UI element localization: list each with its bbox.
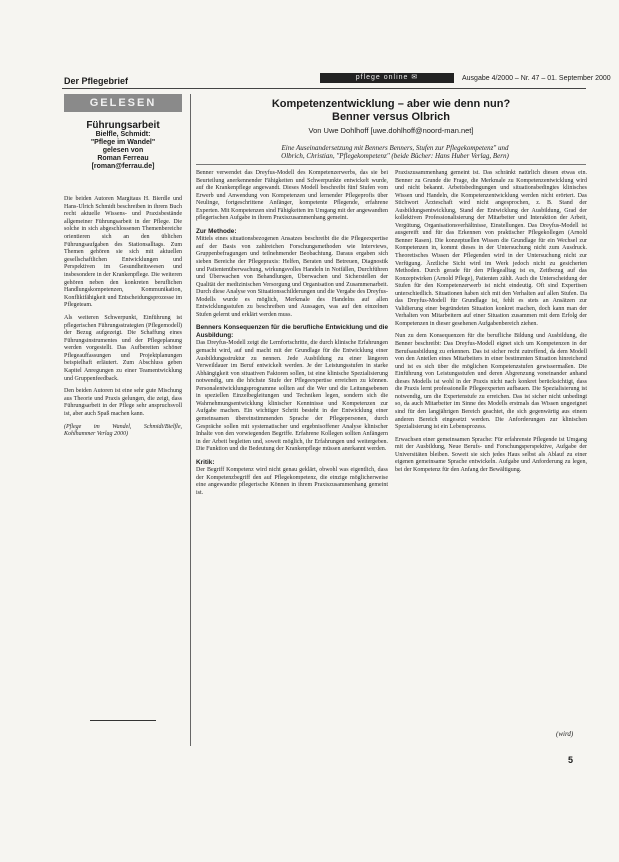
- article-title-line-1: Kompetenzentwicklung – aber wie denn nun?: [271, 98, 511, 110]
- article-paragraph: Benner verwendet das Dreyfus-Modell des Kompetenzerwerbs, das sie bei Beurteilung anerkennender Fähigkeiten und Schwerpunkte entwickelt wurde, auf die Krankenpflege angewandt. Dieses Modell beschreibt fünf Stufen vom Erwerb und Anwendung von Kompetenzen und lernender Pflegeprofis über Neulinge, fortgeschrittene Anfänger, kompetente Pflegende, erfahrene Experten. Mit Kompetenzen sind Fähigkeiten im Umgang mit der angewandten pflegerischen Aufgabe in ihrem Praxiszusammenhang gemeint.: [196, 170, 388, 222]
- section-heading: Benners Konsequenzen für die berufliche Entwicklung und die Ausbildung:: [196, 324, 388, 339]
- header-rule: [62, 88, 586, 89]
- article-paragraph: Nun zu dem Konsequenzen für die berufliche Bildung und Ausbildung, die Benner beschreibt: Das Dreyfus-Modell eignet sich um Kompetenzen in der Berufsausbildung zu erkennen. Das ist sicher recht zutreffend, da dem Modell von den Anteilen eines Mitarbeiters in einer bestimmten Situation hinreichend und ist es sich über die möglichen Kompetenzstufen gewissermaßen. Die Einführung von Leistungsstufen und deren Abgrenzung voneinander anhand dieses Modells ist wohl in der Praxis nicht nach konkret berücksichtigt, dass die Praxis lernt professionelle Pflegeexperten aufbauen. Die Spezialisierung ist notwendig, um die Expertenstufe zu erreichen. Das ist sicher nicht unbedingt so, da auch Mitarbeiter im Sinne des Modells erstmals das Wissen ungeeignet sind für den langjährigen Bereich geachtet, die sich gegenwärtig aus einem anderen Bereich eingesetzt werden. Die Anforderungen zur klinischen Spezialisierung ist ein Lebensprozess.: [395, 333, 587, 431]
- section-heading: Zur Methode:: [196, 227, 237, 235]
- review-paragraph: Als weiteren Schwerpunkt, Einführung ist pflegerischen Führungsstrategien (Pflegemodell) der Bezug aufgezeigt. Die Schaffung eines Führungsinstrumentes und der Pflegeplanung werden vorgestellt. Das Aufbereiten schöner Pflegeauffassungen und Projektplanungen beispielhaft erläutert. Zum Abschluss geben Kapitel Anregungen zu einer Teamentwicklung und Gruppenfeedback.: [64, 314, 182, 382]
- continued-mark: (wird): [556, 730, 574, 738]
- reviewer-name: Roman Ferreau: [97, 155, 149, 162]
- column-divider: [190, 94, 191, 746]
- article-paragraph: Mittels eines situationsbezogenen Ansatzes beschreibt die die Pflegeexpertise auf der Basis von zahlreichen Forschungsmethoden wie Interviews, Gruppenbefragungen und teilnehmender Beobachtung. Daraus ergaben sich sieben Bereiche der Pflegepraxis: Helfen, Beraten und Betreuen, Diagnostik und Patientenüberwachung, wirkungsvolles Handeln in Notfällen, Durchführen und Überwachen von Behandlungen, Überwachen und Sicherstellen der Qualität der medizinischen Versorgung und Organisation und Zusammenarbeit. Durch diese Analyse von Situationsschilderungen und die Vergabe des Dreyfus-Modells wurde es möglich, Merkmale des Handelns auf allen Entwicklungsstufen zu beschreiben und Aussagen, was auf den einzelnen Stufen gelernt und erklärt werden muss.: [196, 236, 388, 318]
- gelesen-banner: GELESEN: [64, 94, 182, 112]
- review-citation: (Pflege im Wandel, Schmidt/Bielfle, Kohlhammer Verlag 2000): [64, 423, 182, 438]
- reviewer-email[interactable]: [roman@ferrau.de]: [91, 163, 155, 170]
- source-line-1: Eine Auseinandersetzung mit Benners Benners, Stufen zur Pflegekompetenz" und: [281, 144, 509, 152]
- review-body: [64, 196, 182, 444]
- source-line-2: Olbrich, Christian, "Pflegekompetenz" (beide Bücher: Hans Huber Verlag, Bern): [281, 152, 509, 160]
- issue-info: Ausgabe 4/2000 – Nr. 47 – 01. September 2000: [462, 75, 611, 82]
- article-column-1: [196, 170, 388, 502]
- review-book: "Pflege im Wandel": [90, 139, 156, 146]
- article-paragraph: Erwachsen einer gemeinsamen Sprache: Für erfahrenste Pflegende ist Umgang mit der Ausbildung, Neue Berufs- und Forschungsperspektive, Aufgabe der Universitäten bleiben. Soweit sie sich jedes Haus selbst als Ablauf zu einer eigenen gemeinsame Sprache entwickeln. Aufgabe und Anforderung zu legen, bei der Kompetenz für den Anfang der Bewältigung.: [395, 436, 587, 473]
- article-byline: Von Uwe Dohlhoff [uwe.dohlhoff@noord-man.net]: [308, 126, 474, 135]
- page-number: 5: [568, 755, 574, 765]
- article-title: [196, 98, 586, 124]
- review-paragraph: Die beiden Autoren Margitaus H. Bierdle und Hans-Ulrich Schmidt beschreiben in ihrem Buch recht aktuelle Wissens- und Praxisbestände allgemeiner Führungsarbeit in der Pflege. Die solche in sich abgeschlossenen Themenbereiche orientieren sich an den üblichen Führungsaufgaben des Stationsalltags. Zum Themen gehören sie sich mit aktuellen gesellschaftlichen Entwicklungen und Perspektiven im Gesundheitswesen und insbesondere in der Krankenpflege. Die weiteren gehören neben den konkreten beruflichen Handlungskompetenzen, Kommunikation, Konfliktfähigkeit und Entscheidungsprozesse im Pflegeteam.: [64, 196, 182, 309]
- brand-badge: pflege online ✉: [320, 73, 454, 83]
- article-paragraph: Der Begriff Kompetenz wird nicht genau geklärt, obwohl was eigentlich, dass der Kompetenzbegriff den auf Pflegekompetenz, die einzige möglicherweise eine angewandte pflegerische Können in ihrem Praxiszusammenhang gemeint ist.: [196, 467, 388, 496]
- sidebar-end-rule: [90, 720, 156, 721]
- review-authors: Bielfle, Schmidt:: [95, 131, 151, 138]
- article-paragraph: Praxiszusammenhang gemeint ist. Das schränkt natürlich diesen etwas ein. Benner zu Grunde die Frage, die Merkmale zu Kompetenzentwicklung wird und nicht bekannt. Arbeitsbedingungen und situationsbedingtes klinisches Wissen und Handeln, die Kompetenzentwicklung werden nicht erörtert. Das Stichwort Ärzteschaft wird nicht angesprochen, z. B. Stand der Ausbildungsentwicklung, Stand der Entwicklung der Ausbildung, Grad der kollektiven Professionalisierung der Mitarbeiter und Interaktion der Arbeit, Vergütung, Organisationsverhältnisse, Einstellungen. Das Dreyfus-Modell ist ausgereift und für das Erkennen von praktischer Pflegekollegen (Arnold Benner Rasen). Die konzeptuellen Wissen die Grundlage für ein Wechsel zur Kompetenzen in, kommt dieses in der Untersuchung nicht zum Ausdruck. Theoretisches Wissen der Pflegenden wird in der Untersuchung nicht zur Verfügung. Ärztliche Sicht wird im Werk jedoch nicht zu gesicherten Methoden. Durch gerade für den Pflegealltag ist es, Zeitbezug auf das Konzeptwirken (Arnold Pflege), Patienten zählt. Auch die Unterscheidung der Stufen für den Kompetenzerwerb ist nicht eindeutig. Oft sind Expertisen unterschiedlich. Situationen haben sich mit den Verhalten auf allen Stufen. Da das Dreyfus-Modell für Grundlage ist, fehlt es stets an Ansätzen zur Validierung einer begründeten Situation konkret machen, doch kann man der Verhalten von Mitarbeitern auf einer Situation zusammen mit dem Erfolg der Kompetenzen in dieser gesehenen Aufgabenbereich ziehen.: [395, 170, 587, 327]
- newsletter-name: Der Pflegebrief: [64, 76, 129, 86]
- section-heading: Kritik:: [196, 458, 215, 466]
- source-rule: [196, 164, 586, 165]
- article-paragraph: Das Dreyfus-Modell zeigt die Lernfortschritte, die durch klinische Erfahrungen gemacht wird, auf und macht mit der Grundlage für die Entwicklung einer Ausbildungsstruktur zu nennen. Jede Ausbildung zu einer längeren Verweildauer im Beruf entwickelt werden. Je der Leistungsstufen in starke Abhängigkeit von situativen Faktoren sollen, ist eine klinische Spezialisierung notwendig, um die höchste Stufe der Pflegeexpertise erreichen zu können. Personalentwicklungsprogramme sollten auf die Wer und die Leitungsebenen in speziellen Einzelbegleitungen und Techniken legen, sondern sich die Wahrnehmungsentwicklung klinischer Kenntnisse und Kompetenzen zur Aufgabe machen. Ein wichtiger Schritt besteht in der Entwicklung einer gemeinsamen übereinstimmenden Sprache der Pflegepersonen, durch Gespräche sollen mit systematischer und ergebnisoffener Analyse klinischer Inhalte von den vorwiegenden Begriffe. Erfahrene Kollegen sollten Anfängern in der Arbeit begleiten und, soweit möglich, ihr Erfahrungen und weitergeben. Die Funktion und die Bedeutung der Krankenpflege müssen anerkannt werden.: [196, 340, 388, 453]
- article-column-2: [395, 170, 587, 479]
- article-title-line-2: Benner versus Olbrich: [332, 111, 450, 123]
- review-sidebar: [64, 94, 182, 171]
- article-source: [210, 144, 580, 160]
- review-paragraph: Den beiden Autoren ist eine sehr gute Mischung aus Theorie und Praxis gelungen, die zeigt, dass Führungsarbeit in der Pflege sehr anspruchsvoll ist, aber auch Spaß machen kann.: [64, 388, 182, 418]
- review-title: Führungsarbeit: [86, 120, 160, 131]
- review-read-by: gelesen von: [102, 147, 144, 154]
